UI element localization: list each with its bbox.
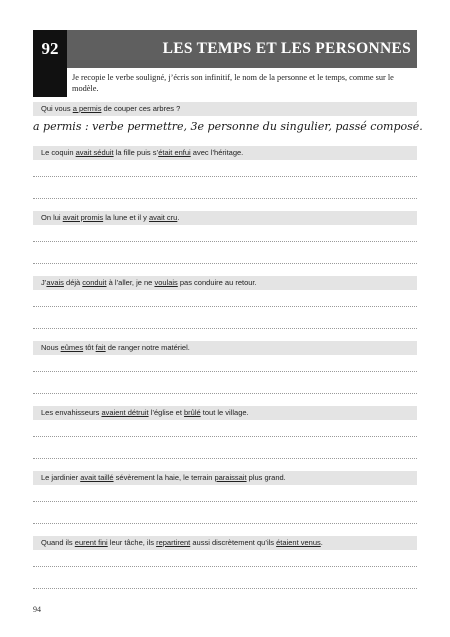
header-stripe xyxy=(33,68,67,97)
exercise-number: 92 xyxy=(33,30,67,68)
underlined-verb: brûlé xyxy=(184,408,201,417)
answer-line[interactable] xyxy=(33,371,417,372)
underlined-verb: repartirent xyxy=(156,538,191,547)
sentence-text: On lui xyxy=(41,213,63,222)
answer-line[interactable] xyxy=(33,458,417,459)
answer-line[interactable] xyxy=(33,241,417,242)
answer-line[interactable] xyxy=(33,198,417,199)
underlined-verb: avaient détruit xyxy=(101,408,149,417)
sentence-text: Quand ils xyxy=(41,538,75,547)
exercise-sentence xyxy=(33,471,417,485)
sentence-text: plus grand. xyxy=(246,473,286,482)
exercise-header xyxy=(33,30,417,68)
exercise-title: LES TEMPS ET LES PERSONNES xyxy=(162,40,411,57)
answer-line[interactable] xyxy=(33,588,417,589)
exercise-sentence xyxy=(33,211,417,225)
sentence-text: à l’aller, je ne xyxy=(106,278,155,287)
sentence-text: tôt xyxy=(83,343,96,352)
sentence-text: . xyxy=(320,538,323,547)
sentence-text: avec l’héritage. xyxy=(190,148,244,157)
exercise-sentence xyxy=(33,536,417,550)
model-sentence xyxy=(33,102,417,116)
exercise-sentence xyxy=(33,341,417,355)
answer-line[interactable] xyxy=(33,263,417,264)
underlined-verb: avait séduit xyxy=(75,148,114,157)
answer-line[interactable] xyxy=(33,501,417,502)
answer-line[interactable] xyxy=(33,523,417,524)
sentence-text: la fille puis s’ xyxy=(113,148,159,157)
instruction-text: Je recopie le verbe souligné, j’écris son infinitif, le nom de la personne et le temps, comme sur le modèle. xyxy=(72,73,394,93)
sentence-text: la lune et il y xyxy=(103,213,149,222)
answer-line[interactable] xyxy=(33,306,417,307)
sentence-text: Le jardinier xyxy=(41,473,81,482)
sentence-text: pas conduire au retour. xyxy=(177,278,257,287)
model-answer: a permis : verbe permettre, 3e personne du singulier, passé composé. xyxy=(33,120,423,133)
sentence-text: Les envahisseurs xyxy=(41,408,102,417)
underlined-verb: étaient venus xyxy=(276,538,321,547)
underlined-verb: avait promis xyxy=(62,213,104,222)
answer-line[interactable] xyxy=(33,176,417,177)
sentence-text: sévèrement la haie, le terrain xyxy=(113,473,215,482)
answer-line[interactable] xyxy=(33,393,417,394)
exercise-sentence xyxy=(33,276,417,290)
sentence-text: déjà xyxy=(63,278,83,287)
sentence-text: aussi discrètement qu’ils xyxy=(190,538,277,547)
exercise-sentence xyxy=(33,146,417,160)
sentence-text: J’ xyxy=(41,278,47,287)
sentence-text: Qui vous xyxy=(41,104,73,113)
underlined-verb: conduit xyxy=(82,278,107,287)
sentence-text: Nous xyxy=(41,343,61,352)
sentence-text: . xyxy=(177,213,180,222)
answer-line[interactable] xyxy=(33,436,417,437)
sentence-text: Le coquin xyxy=(41,148,76,157)
sentence-text: de couper ces arbres ? xyxy=(101,104,181,113)
page-number: 94 xyxy=(33,605,41,614)
underlined-verb: était enfui xyxy=(158,148,191,157)
underlined-verb: avait cru xyxy=(148,213,178,222)
underlined-verb: avait taillé xyxy=(80,473,114,482)
sentence-text: de ranger notre matériel. xyxy=(105,343,190,352)
underlined-verb: paraissait xyxy=(214,473,247,482)
sentence-text: l’église et xyxy=(148,408,185,417)
answer-line[interactable] xyxy=(33,328,417,329)
underlined-verb: voulais xyxy=(154,278,178,287)
underlined-verb: a permis xyxy=(72,104,102,113)
underlined-verb: fait xyxy=(95,343,106,352)
underlined-verb: eurent fini xyxy=(74,538,108,547)
underlined-verb: avais xyxy=(46,278,64,287)
sentence-text: tout le village. xyxy=(200,408,249,417)
exercise-sentence xyxy=(33,406,417,420)
sentence-text: leur tâche, ils xyxy=(107,538,157,547)
answer-line[interactable] xyxy=(33,566,417,567)
underlined-verb: eûmes xyxy=(60,343,84,352)
